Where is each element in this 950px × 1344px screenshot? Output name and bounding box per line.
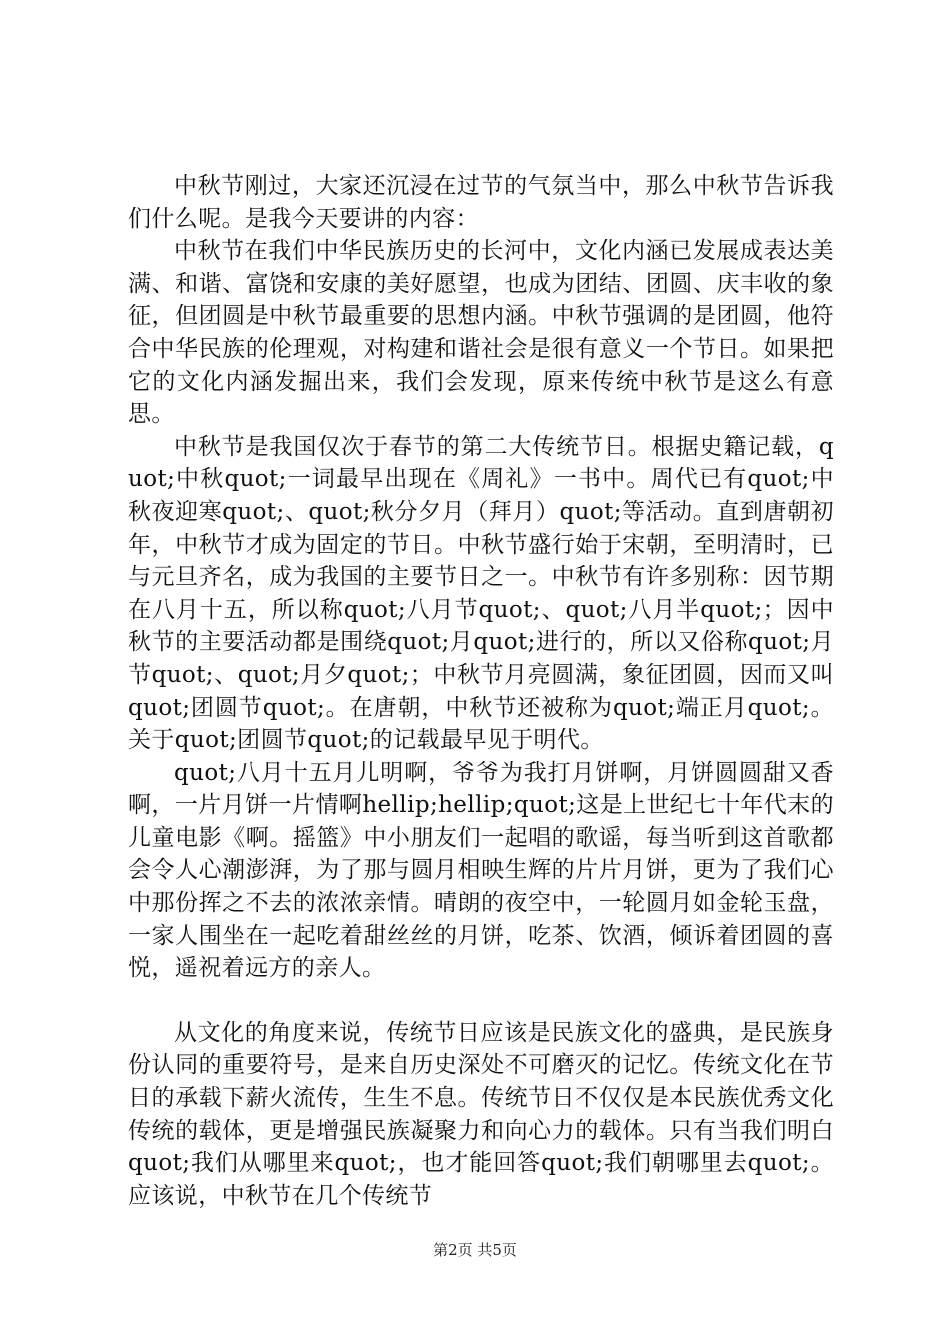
- paragraph-cultural-meaning: 中秋节在我们中华民族历史的长河中，文化内涵已发展成表达美满、和谐、富饶和安康的美好愿望，也成为团结、团圆、庆丰收的象征，但团圆是中秋节最重要的思想内涵。中秋节强调的是团圆，他符合中华民族的伦理观，对构建和谐社会是很有意义一个节日。如果把它的文化内涵发掘出来，我们会发现，原来传统中秋节是这么有意思。: [128, 238, 834, 428]
- paragraph-intro: 中秋节刚过，大家还沉浸在过节的气氛当中，那么中秋节告诉我们什么呢。是我今天要讲的内容：: [128, 173, 834, 232]
- paragraph-spacer: [128, 985, 834, 1017]
- paragraph-history: 中秋节是我国仅次于春节的第二大传统节日。根据史籍记载，quot;中秋quot;一词最早出现在《周礼》一书中。周代已有quot;中秋夜迎寒quot;、quot;秋分夕月（拜月）quot;等活动。直到唐朝初年，中秋节才成为固定的节日。中秋节盛行始于宋朝，至明清时，已与元旦齐名，成为我国的主要节日之一。中秋节有许多别称：因节期在八月十五，所以称quot;八月节quot;、quot;八月半quot;；因中秋节的主要活动都是围绕quot;月quot;进行的，所以又俗称quot;月节quot;、quot;月夕quot;；中秋节月亮圆满，象征团圆，因而又叫quot;团圆节quot;。在唐朝，中秋节还被称为quot;端正月quot;。关于quot;团圆节quot;的记载最早见于明代。: [128, 433, 834, 754]
- document-body: [128, 170, 834, 1212]
- paragraph-culture-perspective: 从文化的角度来说，传统节日应该是民族文化的盛典，是民族身份认同的重要符号，是来自历史深处不可磨灭的记忆。传统文化在节日的承载下薪火流传，生生不息。传统节日不仅仅是本民族优秀文化传统的载体，更是增强民族凝聚力和向心力的载体。只有当我们明白quot;我们从哪里来quot;，也才能回答quot;我们朝哪里去quot;。应该说，中秋节在几个传统节: [128, 1019, 834, 1209]
- page-number-footer: 第2页 共5页: [433, 1241, 517, 1259]
- paragraph-song: quot;八月十五月儿明啊，爷爷为我打月饼啊，月饼圆圆甜又香啊，一片月饼一片情啊hellip;hellip;quot;这是上世纪七十年代末的儿童电影《啊。摇篮》中小朋友们一起唱的歌谣，每当听到这首歌都会令人心潮澎湃，为了那与圆月相映生辉的片片月饼，更为了我们心中那份挥之不去的浓浓亲情。晴朗的夜空中，一轮圆月如金轮玉盘，一家人围坐在一起吃着甜丝丝的月饼，吃茶、饮酒，倾诉着团圆的喜悦，遥祝着远方的亲人。: [128, 759, 834, 982]
